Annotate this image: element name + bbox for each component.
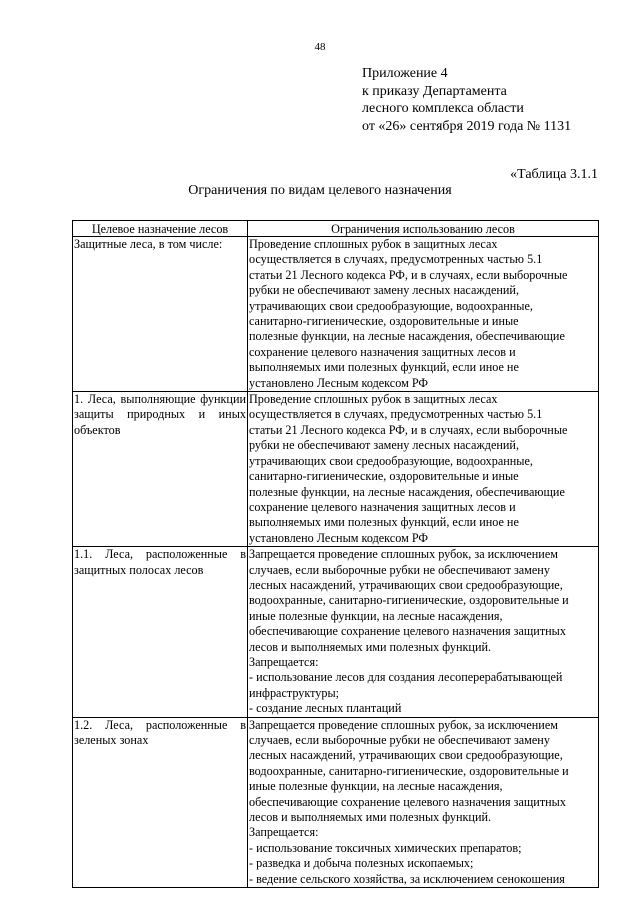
table-row [73, 717, 599, 887]
column-header-purpose: Целевое назначение лесов [73, 221, 248, 237]
forest-purpose-cell: 1. Леса, выполняющие функции защиты природных и иных объектов [73, 392, 248, 547]
restrictions-cell [248, 237, 599, 392]
table-row [73, 392, 599, 547]
restriction-line: установлено Лесным кодексом РФ [249, 375, 429, 390]
restriction-line: санитарно-гигиенические, оздоровительные и иные [249, 469, 519, 484]
restriction-line: выполняемых ими полезных функций, если иное не [249, 360, 519, 375]
restriction-line: Запрещается проведение сплошных рубок, за исключением [249, 717, 558, 732]
restriction-line: утрачивающих свои средообразующие, водоохранные, [249, 453, 533, 468]
restriction-line: водоохранные, санитарно-гигиенические, оздоровительные и [249, 593, 569, 608]
restriction-line: выполняемых ими полезных функций, если иное не [249, 515, 519, 530]
restriction-line: Проведение сплошных рубок в защитных лесах [249, 392, 498, 407]
restriction-line: рубки не обеспечивают замену лесных насаждений, [249, 283, 519, 298]
restriction-line: случаев, если выборочные рубки не обеспечивают замену [249, 562, 550, 577]
column-header-restrictions: Ограничения использованию лесов [248, 221, 599, 237]
restriction-line: - ведение сельского хозяйства, за исключением сенокошения [249, 871, 565, 886]
restrictions-table [72, 220, 599, 888]
document-title: Ограничения по видам целевого назначения [188, 183, 452, 198]
forest-purpose-cell: 1.2. Леса, расположенные в зеленых зонах [73, 717, 248, 887]
restrictions-cell [248, 547, 599, 717]
appendix-line: к приказу Департамента [362, 83, 507, 99]
table-header-row [73, 221, 599, 237]
restriction-line: лесов и выполняемых ими полезных функций. [249, 810, 492, 825]
restriction-line: рубки не обеспечивают замену лесных насаждений, [249, 438, 519, 453]
restriction-line: статьи 21 Лесного кодекса РФ, и в случаях, если выборочные [249, 422, 568, 437]
appendix-header [362, 65, 571, 135]
restriction-line: Запрещается проведение сплошных рубок, за исключением [249, 547, 558, 562]
restrictions-cell [248, 392, 599, 547]
restriction-line: обеспечивающие сохранение целевого назначения защитных [249, 794, 566, 809]
restriction-line: осуществляется в случаях, предусмотренных частью 5.1 [249, 252, 543, 267]
restriction-line: водоохранные, санитарно-гигиенические, оздоровительные и [249, 763, 569, 778]
restriction-line: Запрещается: [249, 825, 319, 840]
restriction-line: полезные функции, на лесные насаждения, обеспечивающие [249, 484, 565, 499]
appendix-line: Приложение 4 [362, 66, 448, 81]
restriction-line: сохранение целевого назначения защитных лесов и [249, 344, 516, 359]
restriction-line: инфраструктуры; [249, 685, 340, 700]
restriction-line: статьи 21 Лесного кодекса РФ, и в случаях, если выборочные [249, 267, 568, 282]
restriction-line: лесных насаждений, утрачивающих свои средообразующие, [249, 748, 563, 763]
table-reference: «Таблица 3.1.1 [510, 167, 598, 182]
restriction-line: - разведка и добыча полезных ископаемых; [249, 856, 474, 871]
restriction-line: санитарно-гигиенические, оздоровительные и иные [249, 314, 519, 329]
forest-purpose-cell: Защитные леса, в том числе: [73, 237, 248, 392]
restriction-line: полезные функции, на лесные насаждения, обеспечивающие [249, 329, 565, 344]
appendix-line: лесного комплекса области [362, 101, 524, 116]
restrictions-cell [248, 717, 599, 887]
restriction-line: сохранение целевого назначения защитных лесов и [249, 499, 516, 514]
table-row [73, 547, 599, 717]
restriction-line: лесных насаждений, утрачивающих свои средообразующие, [249, 577, 563, 592]
forest-purpose-cell: 1.1. Леса, расположенные в защитных полосах лесов [73, 547, 248, 717]
restriction-line: осуществляется в случаях, предусмотренных частью 5.1 [249, 407, 543, 422]
restriction-line: иные полезные функции, на лесные насаждения, [249, 779, 503, 794]
restriction-line: иные полезные функции, на лесные насаждения, [249, 608, 503, 623]
page-number: 48 [314, 41, 326, 53]
restriction-line: установлено Лесным кодексом РФ [249, 530, 429, 545]
restriction-line: Запрещается: [249, 654, 319, 669]
restriction-line: Проведение сплошных рубок в защитных лесах [249, 237, 498, 251]
restriction-line: лесов и выполняемых ими полезных функций. [249, 639, 492, 654]
table-row [73, 237, 599, 392]
restriction-line: - создание лесных плантаций [249, 701, 402, 716]
restriction-line: - использование лесов для создания лесоперерабатывающей [249, 670, 563, 685]
restriction-line: обеспечивающие сохранение целевого назначения защитных [249, 624, 566, 639]
appendix-line: от «26» сентября 2019 года № 1131 [362, 118, 572, 134]
restriction-line: утрачивающих свои средообразующие, водоохранные, [249, 298, 533, 313]
restriction-line: - использование токсичных химических препаратов; [249, 840, 522, 855]
restriction-line: случаев, если выборочные рубки не обеспечивают замену [249, 733, 550, 747]
